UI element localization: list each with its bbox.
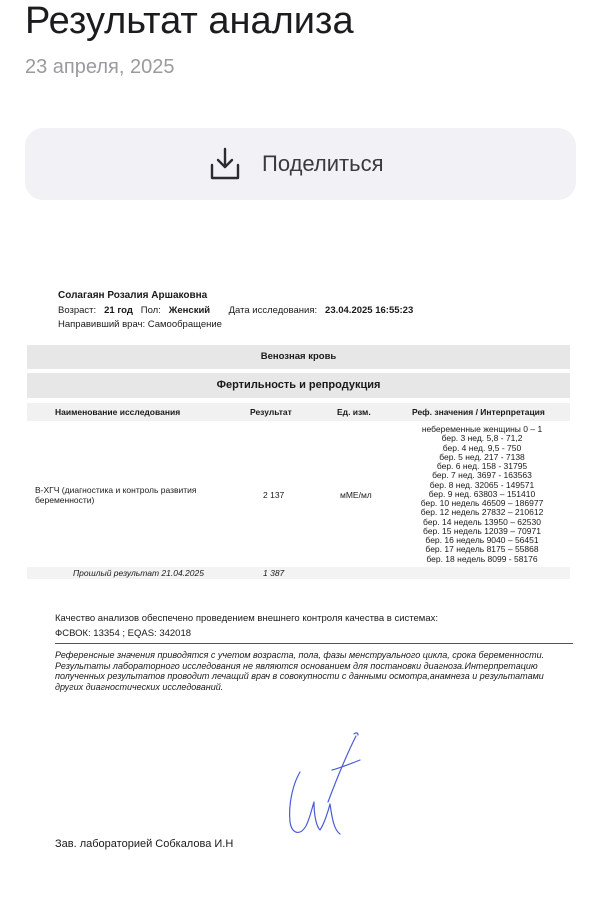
col-header-name: Наименование исследования <box>55 407 181 417</box>
reference-values <box>397 425 567 564</box>
col-header-ref: Реф. значения / Интерпретация <box>412 407 545 417</box>
previous-result-label: Прошлый результат 21.04.2025 <box>73 568 204 578</box>
test-name: В-ХГЧ (диагностика и контроль развития беременности) <box>35 485 197 505</box>
signature-image <box>270 730 370 845</box>
ref-line: бер. 9 нед. 63803 – 151410 <box>428 488 536 499</box>
ref-line: бер. 6 нед. 158 - 31795 <box>436 461 528 471</box>
age-value: 21 год <box>104 305 133 316</box>
ref-line: бер. 10 недель 46509 – 186977 <box>420 498 544 508</box>
ref-line: бер. 14 недель 13950 – 62530 <box>423 516 541 527</box>
quality-statement: Качество анализов обеспечено проведением внешнего контроля качества в системах: <box>55 613 439 624</box>
sex-label: Пол: <box>140 305 161 316</box>
page-date: 23 апреля, 2025 <box>25 56 175 78</box>
sex-value: Женский <box>168 305 211 316</box>
disclaimer-interpretation: Результаты лабораторного исследования не являются основанием для постановки диагноза.Интерпретацию полученных результатов проводит лечащий врач в совокупности с данными осмотра,анамнеза и результатами других диагностических исследований. <box>55 660 544 692</box>
previous-result-value: 1 387 <box>263 568 285 578</box>
ref-line: бер. 3 нед. 5,8 - 71,2 <box>441 433 523 444</box>
ref-line: бер. 5 нед. 217 - 7138 <box>439 451 525 462</box>
test-unit: мМЕ/мл <box>340 490 372 500</box>
accreditation-codes: ФСВОК: 13354 ; EQAS: 342018 <box>55 628 192 639</box>
signer-line: Зав. лабораторией Собкалова И.Н <box>55 838 234 850</box>
patient-name: Солагаян Розалия Аршаковна <box>58 290 208 301</box>
ref-line: бер. 15 недель 12039 – 70971 <box>423 525 541 536</box>
ref-line: бер. 16 недель 9040 – 56451 <box>425 535 539 545</box>
ref-line: бер. 8 нед. 32065 - 149571 <box>429 479 535 490</box>
page-title: Результат анализа <box>25 0 354 42</box>
age-label: Возраст: <box>58 305 97 316</box>
divider <box>55 643 573 644</box>
ref-line: бер. 18 недель 8099 - 58176 <box>426 553 538 564</box>
share-button-label[interactable]: Поделиться <box>262 151 384 176</box>
study-date-label: Дата исследования: <box>228 305 318 316</box>
col-header-result: Результат <box>250 407 292 417</box>
share-download-icon <box>209 147 241 181</box>
test-result: 2 137 <box>263 490 285 500</box>
study-date-value: 23.04.2025 16:55:23 <box>325 305 414 316</box>
disclaimer <box>55 650 555 692</box>
table-header <box>27 403 570 421</box>
ref-line: небеременные женщины 0 – 1 <box>421 424 543 434</box>
referrer-line <box>58 319 222 330</box>
ref-line: бер. 17 недель 8175 – 55868 <box>425 544 539 555</box>
ref-line: бер. 7 нед. 3697 - 163563 <box>432 470 532 481</box>
previous-result-row <box>27 567 570 579</box>
col-header-unit: Ед. изм. <box>337 407 371 417</box>
section-band: Фертильность и репродукция <box>27 373 570 398</box>
disclaimer-reference: Референсные значения приводятся с учетом возраста, пола, фазы менструального цикла, срока беременности. <box>55 650 545 660</box>
ref-line: бер. 4 нед. 9,5 - 750 <box>442 442 522 453</box>
table-row <box>27 423 570 564</box>
sample-type-band: Венозная кровь <box>27 345 570 369</box>
referrer-label: Направивший врач: <box>58 319 146 330</box>
patient-meta <box>58 305 413 316</box>
referrer-value: Самообращение <box>147 319 222 330</box>
ref-line: бер. 12 недель 27832 – 210612 <box>420 507 544 518</box>
